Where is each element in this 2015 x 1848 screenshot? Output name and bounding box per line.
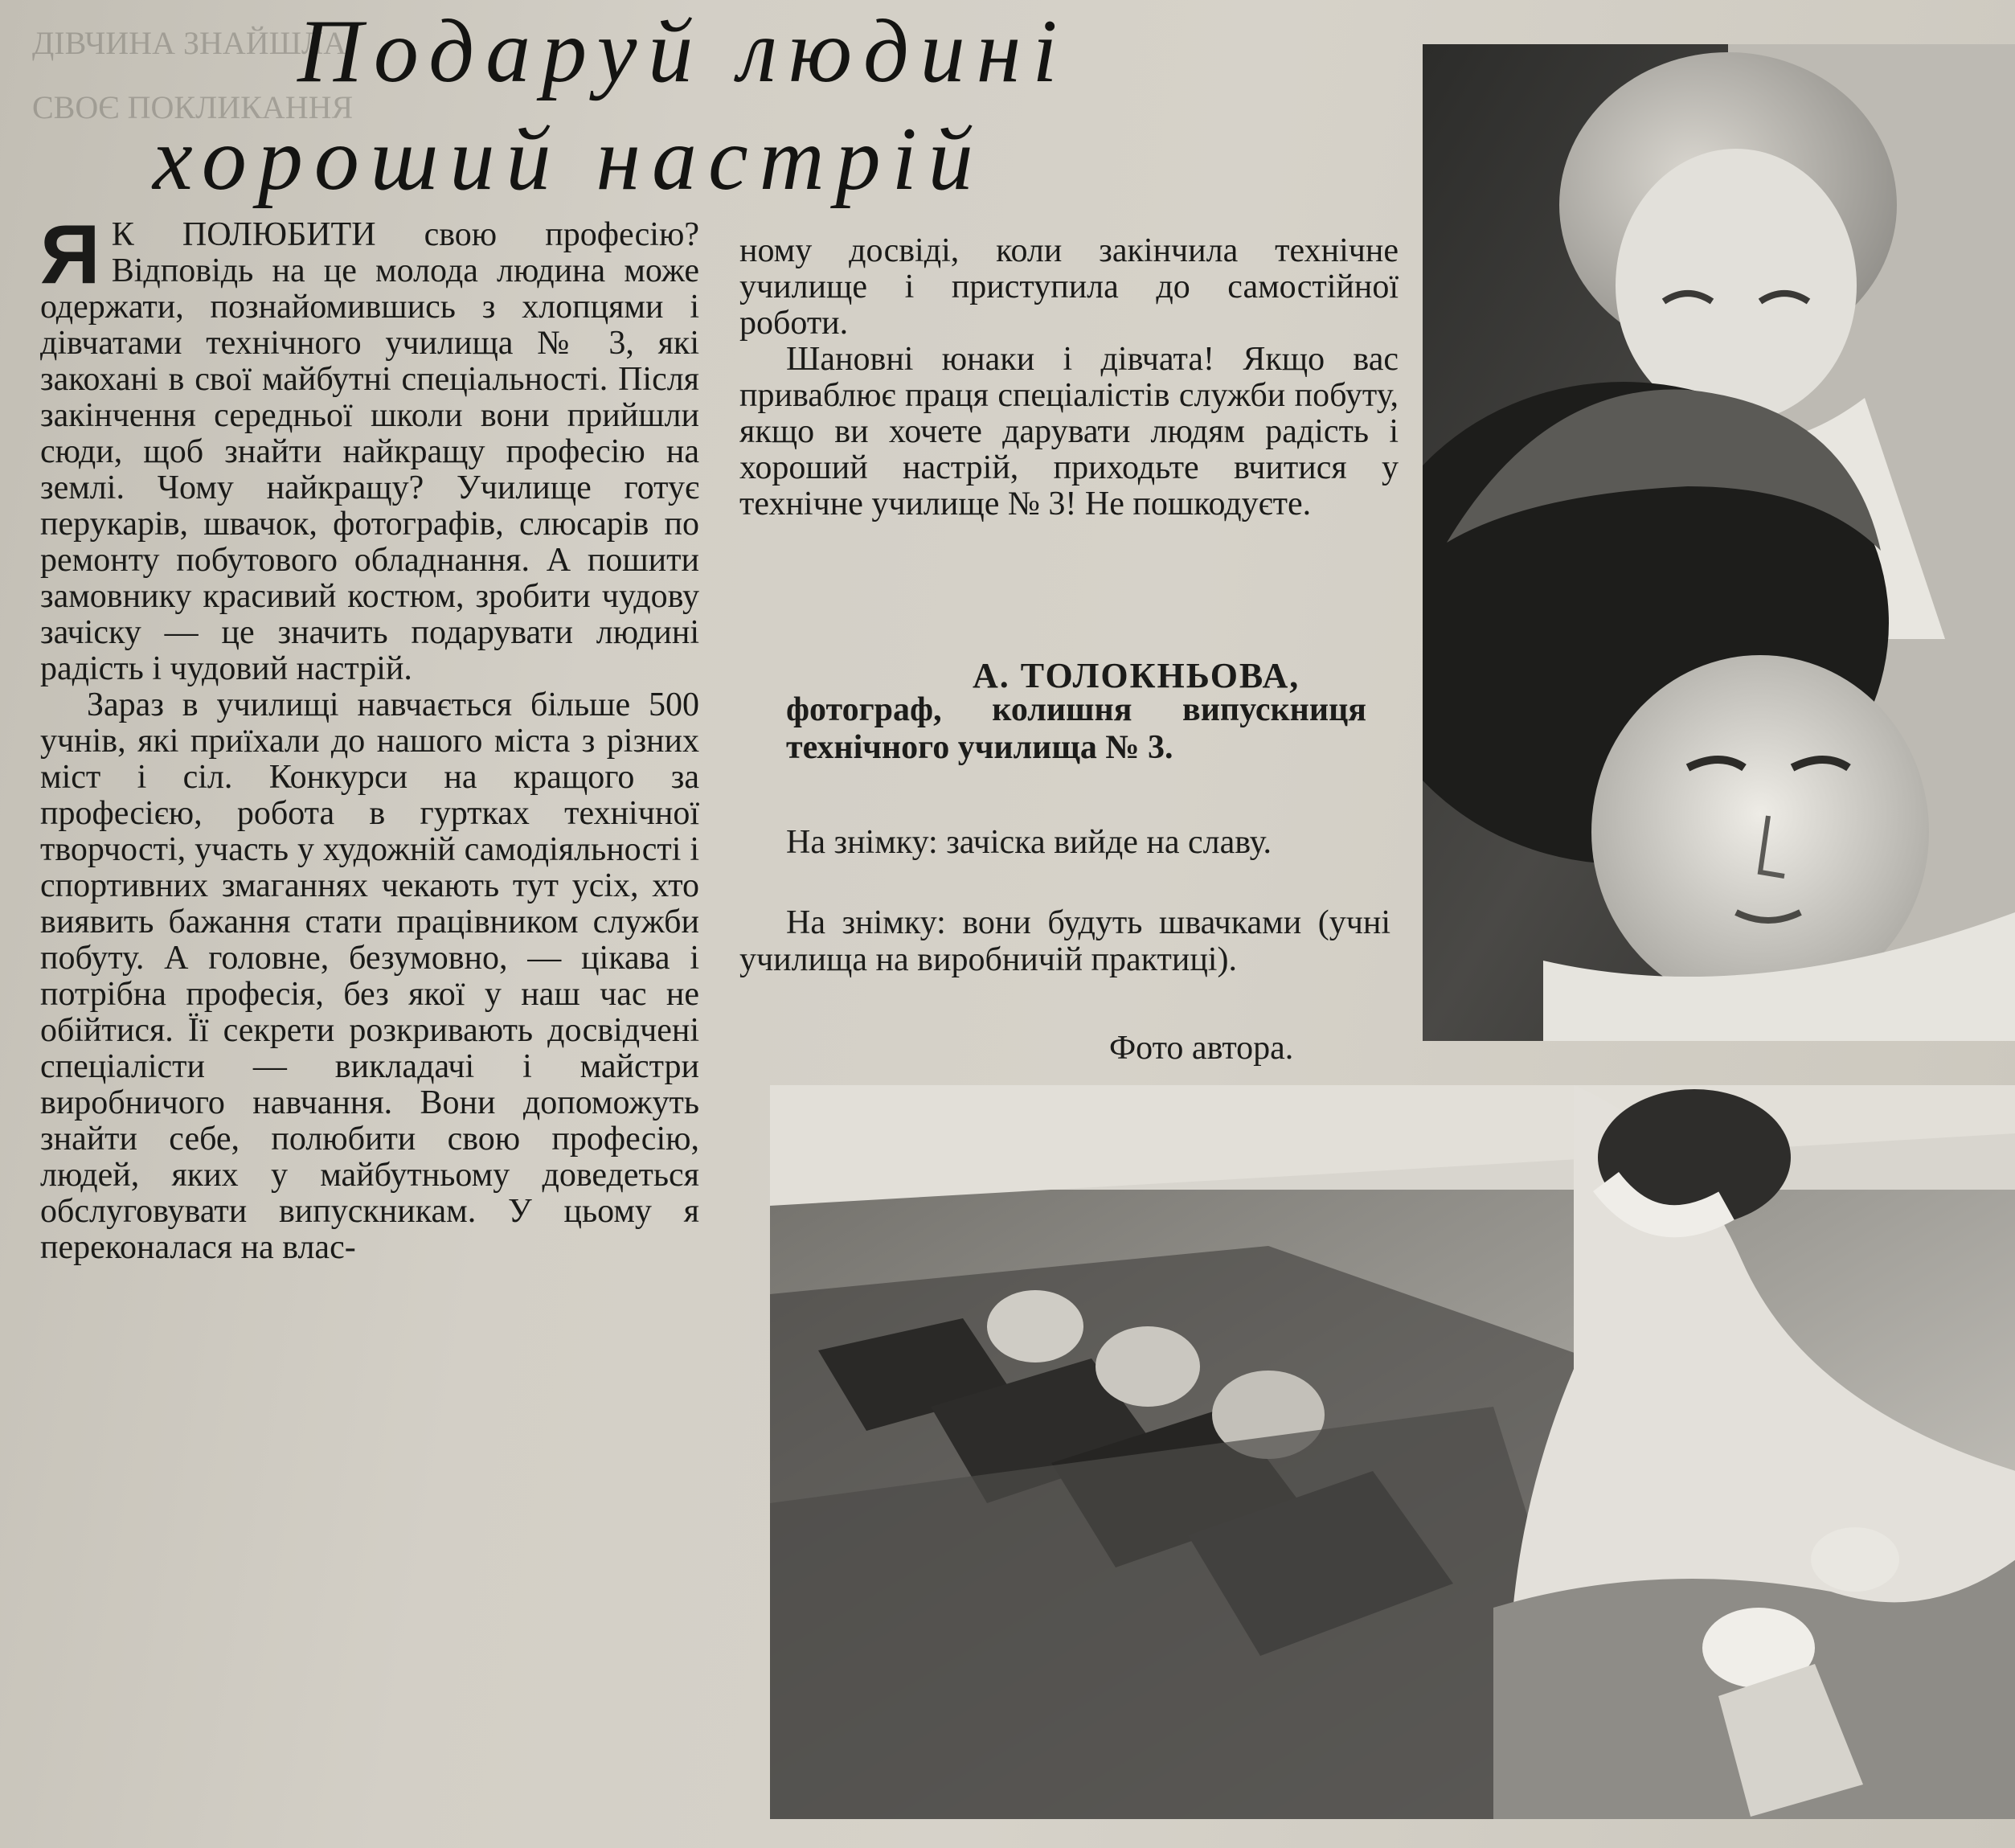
photo-caption-1: На знімку: зачіска вийде на славу. — [786, 824, 1272, 861]
paragraph: ному досвіді, коли закінчила технічне училище і приступила до самостійної роботи. — [739, 232, 1399, 342]
author-description: фотограф, колишня випускниця технічного училища № 3. — [786, 691, 1366, 766]
paragraph: К ПОЛЮБИТИ свою професію? Відповідь на це молода людина може одержати, познайомившись з хлопцями і дівчатами технічного училища № 3, які закохані в свої майбутні спеціальності. Після закінчення середньої школи вони прийшли сюди, щоб знайти найкращу професію на землі. Чому найкращу? Училище готує перукарів, швачок, фотографів, слюсарів по ремонту побутового обладнання. А пошити замовнику красивий костюм, зробити чудову зачіску — це значить подарувати людині радість і чудовий настрій. — [40, 216, 699, 687]
paragraph: Шановні юнаки і дівчата! Якщо вас приваблює праця спеціалістів служби побуту, якщо ви хочете дарувати людям радість і хороший настрій, приходьте вчитися у технічне училище № 3! Не пошкодуєте. — [739, 341, 1399, 522]
hairdresser-photo — [1423, 44, 2015, 1041]
sewing-workshop-photo — [770, 1085, 2015, 1819]
bleed-through-text: ДІВЧИНА ЗНАЙШЛА — [32, 25, 347, 61]
drop-cap: Я — [40, 208, 100, 301]
author-name: А. ТОЛОКНЬОВА, — [973, 656, 1300, 695]
article-column-2 — [739, 233, 1399, 522]
photo-credit: Фото автора. — [1109, 1030, 1294, 1067]
bleed-through-text: СВОЄ ПОКЛИКАННЯ — [32, 89, 354, 125]
headline-line-1: Подаруй людині — [297, 2, 1069, 101]
paragraph: Зараз в училищі навчається більше 500 учнів, які приїхали до нашого міста з різних міст і сіл. Конкурси на кращого за професією, робота в гуртках технічної творчості, участь у художній самодіяльності і спортивних змаганнях чекають тут усіх, хто виявить бажання стати працівником служби побуту. А головне, безумовно, — цікава і потрібна професія, без якої у наш час не обійтися. Її секрети розкривають досвідчені спеціалісти — викладачі і майстри виробничого навчання. Вони допоможуть знайти себе, полюбити свою професію, людей, яких у майбутньому доведеться обслуговувати випускникам. У цьому я переконалася на влас- — [40, 686, 699, 1266]
article-column-1 — [40, 208, 699, 1266]
photo-caption-2: На знімку: вони будуть швачками (учні училища на виробничій практиці). — [739, 904, 1390, 978]
headline-line-2: хороший настрій — [153, 109, 985, 209]
